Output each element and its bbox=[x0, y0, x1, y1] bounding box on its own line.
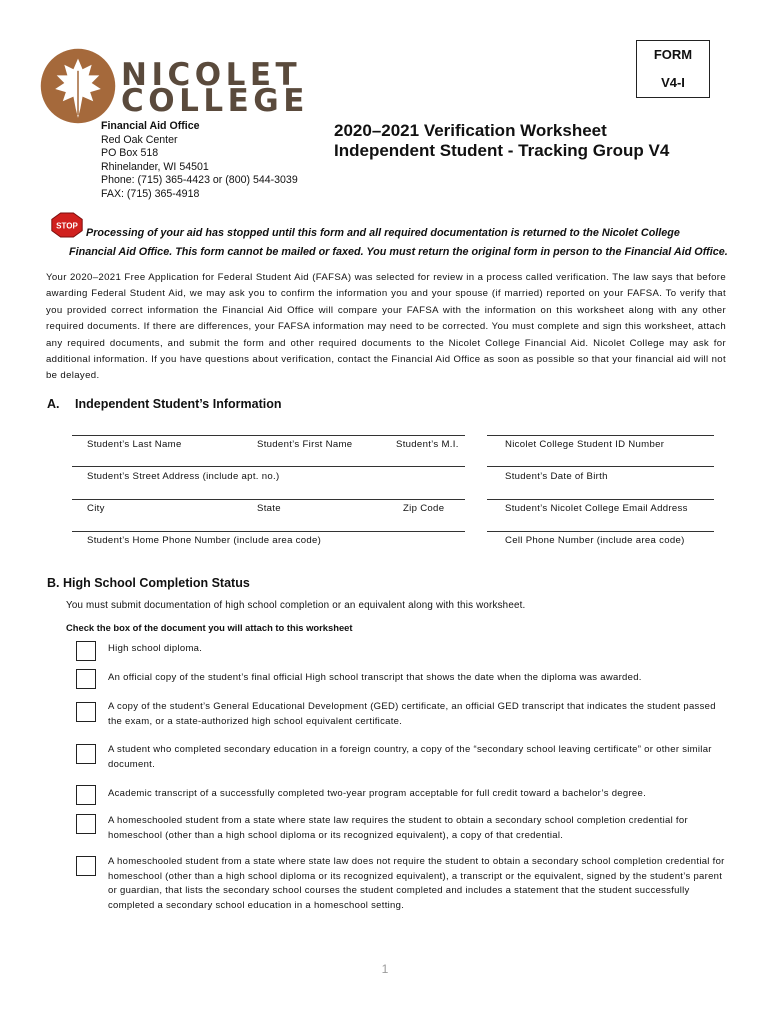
logo-wordmark-line2: COLLEGE bbox=[121, 83, 309, 119]
document-title-line2: Independent Student - Tracking Group V4 bbox=[334, 141, 670, 160]
option-homeschool-credential: A homeschooled student from a state where state law requires the student to obtain a secondary school completion credential for homeschool (other than a high school diploma or its recognized equivalent), a copy of that credential. bbox=[108, 815, 688, 841]
option-ged: A copy of the student’s General Educational Development (GED) certificate, an official GED transcript that indicates the student passed the exam, or a state-authorized high school equivalent certificate. bbox=[108, 701, 716, 727]
section-b-check-instruction: Check the box of the document you will attach to this worksheet bbox=[66, 622, 353, 633]
label-zip: Zip Code bbox=[403, 503, 445, 514]
logo-wordmark-line1: NICOLET bbox=[121, 57, 302, 93]
oak-leaf-icon bbox=[40, 48, 116, 124]
label-student-id: Nicolet College Student ID Number bbox=[505, 439, 665, 450]
stop-sign-label: STOP bbox=[56, 221, 78, 231]
option-academic-transcript: Academic transcript of a successfully completed two-year program acceptable for full credit toward a bachelor’s degree. bbox=[108, 788, 647, 799]
label-home-phone: Student’s Home Phone Number (include area code) bbox=[87, 535, 322, 546]
intro-paragraph: Your 2020–2021 Free Application for Federal Student Aid (FAFSA) was selected for review in a process called verification. The law says that before awarding Federal Student Aid, we may ask you to confirm the information you and your spouse (if married) reported on your FAFSA. To verify that you provided correct information the Financial Aid Office will compare your FAFSA with the information on this worksheet along with any other required documents. If there are differences, your FAFSA information may need to be corrected. You must complete and sign this worksheet, attach any required documents, and submit the form and other required documents to the Nicolet College Financial Aid. Nicolet College may ask for additional information. If you have questions about verification, contact the Financial Aid Office as soon as possible so that your financial aid will not be delayed. bbox=[46, 272, 726, 382]
section-a-title: Independent Student’s Information bbox=[75, 397, 282, 411]
field-line-cell-phone[interactable] bbox=[487, 531, 714, 532]
stop-notice-line1: Processing of your aid has stopped until this form and all required documentation is returned to the Nicolet College bbox=[86, 227, 680, 239]
option-hs-transcript: An official copy of the student’s final official High school transcript that shows the date when the diploma was awarded. bbox=[108, 672, 642, 683]
stop-notice-line2: Financial Aid Office. This form cannot be mailed or faxed. You must return the original form in person to the Financial Aid Office. bbox=[69, 246, 728, 258]
stop-notice bbox=[69, 224, 736, 262]
label-city: City bbox=[87, 503, 105, 514]
office-phone: Phone: (715) 365-4423 or (800) 544-3039 bbox=[101, 174, 298, 187]
section-b-title: B. High School Completion Status bbox=[47, 576, 250, 590]
page-number: 1 bbox=[381, 962, 389, 976]
office-line: Rhinelander, WI 54501 bbox=[101, 160, 209, 173]
option-hs-diploma: High school diploma. bbox=[108, 643, 203, 654]
field-line-home-phone[interactable] bbox=[72, 531, 465, 532]
document-title bbox=[334, 121, 669, 161]
label-email: Student’s Nicolet College Email Address bbox=[505, 503, 688, 514]
label-cell-phone: Cell Phone Number (include area code) bbox=[505, 535, 685, 546]
checkbox-academic-transcript[interactable] bbox=[76, 785, 96, 805]
checkbox-homeschool-credential[interactable] bbox=[76, 814, 96, 834]
field-line-last-first-mi[interactable] bbox=[72, 435, 465, 436]
form-label: FORM bbox=[653, 47, 693, 62]
checkbox-foreign-education[interactable] bbox=[76, 744, 96, 764]
office-line: PO Box 518 bbox=[101, 147, 159, 160]
form-code: V4-I bbox=[661, 75, 685, 90]
label-street: Student’s Street Address (include apt. no.) bbox=[87, 471, 280, 482]
section-b-intro: You must submit documentation of high school completion or an equivalent along with this worksheet. bbox=[66, 600, 526, 611]
checkbox-hs-transcript[interactable] bbox=[76, 669, 96, 689]
checkbox-hs-diploma[interactable] bbox=[76, 641, 96, 661]
option-foreign-education: A student who completed secondary education in a foreign country, a copy of the “secondary school leaving certificate” or other similar document. bbox=[108, 744, 712, 770]
field-line-city-state-zip[interactable] bbox=[72, 499, 465, 500]
section-a-letter: A. bbox=[47, 397, 60, 411]
option-homeschool-transcript: A homeschooled student from a state where state law does not require the student to obtain a secondary school completion credential for homeschool (other than a high school diploma or its recognized equivalent), a transcript or the equivalent, signed by the student’s parent or guardian, that lists the secondary school courses the student completed and includes a statement that the student successfully completed a secondary school education in a homeschool setting. bbox=[108, 856, 725, 911]
label-dob: Student’s Date of Birth bbox=[505, 471, 608, 482]
stop-sign-icon bbox=[51, 212, 83, 238]
office-line: Red Oak Center bbox=[101, 133, 178, 146]
label-state: State bbox=[257, 503, 281, 514]
field-line-street[interactable] bbox=[72, 466, 465, 467]
label-first-name: Student’s First Name bbox=[257, 439, 353, 450]
office-title: Financial Aid Office bbox=[101, 120, 200, 132]
label-last-name: Student’s Last Name bbox=[87, 439, 182, 450]
office-address bbox=[101, 120, 298, 202]
field-line-email[interactable] bbox=[487, 499, 714, 500]
field-line-dob[interactable] bbox=[487, 466, 714, 467]
office-fax: FAX: (715) 365-4918 bbox=[101, 187, 200, 200]
form-id-box bbox=[636, 40, 710, 98]
checkbox-ged[interactable] bbox=[76, 702, 96, 722]
field-line-student-id[interactable] bbox=[487, 435, 714, 436]
document-title-line1: 2020–2021 Verification Worksheet bbox=[334, 121, 607, 140]
checkbox-homeschool-transcript[interactable] bbox=[76, 856, 96, 876]
label-mi: Student’s M.I. bbox=[396, 439, 459, 450]
